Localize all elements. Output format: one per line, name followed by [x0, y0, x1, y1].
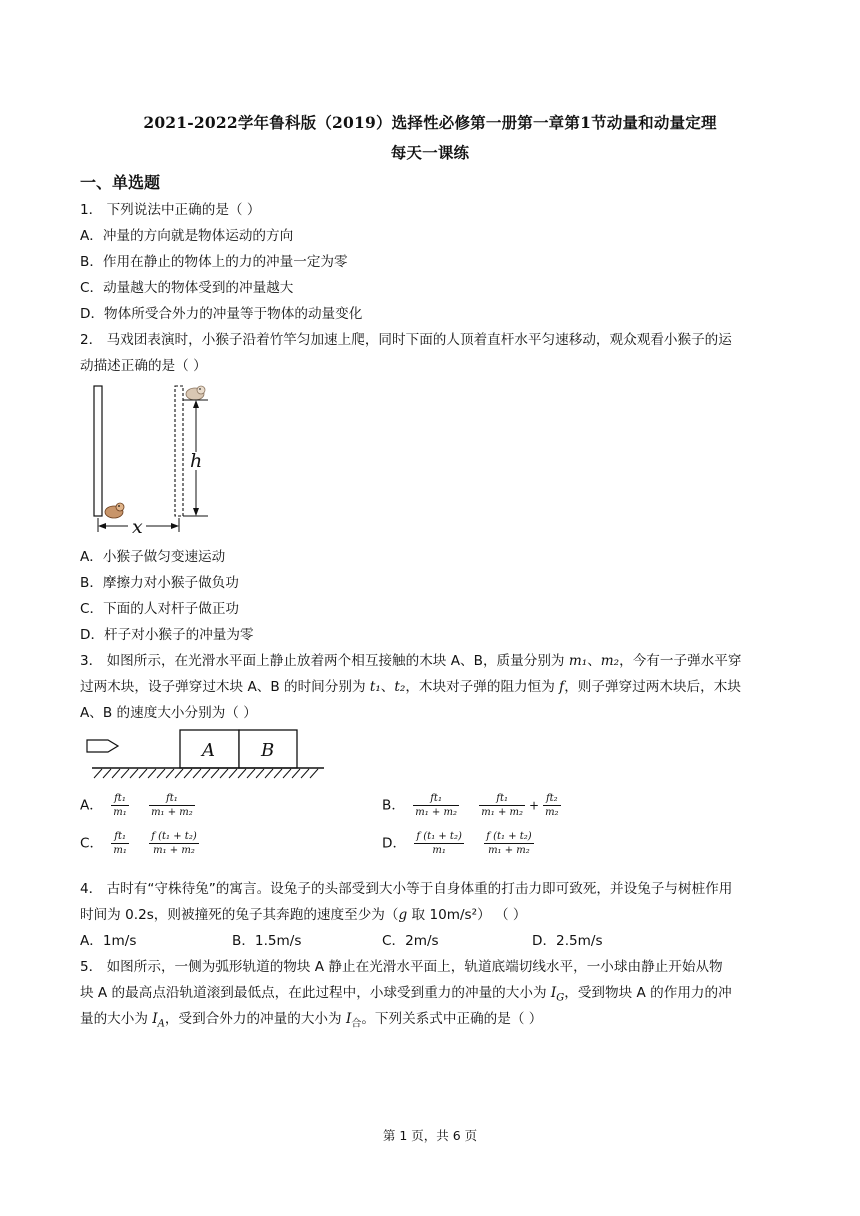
q1-option-b: B．作用在静止的物体上的力的冲量一定为零 [80, 254, 348, 270]
pole-start [94, 386, 102, 516]
blocks-figure [82, 726, 327, 782]
monkey-top-icon [186, 386, 205, 400]
q2-option-d: D．杆子对小猴子的冲量为零 [80, 627, 254, 643]
ground-hatching [94, 769, 318, 778]
fraction: $\frac{\text{ft₁}}{\text{m₁ + m₂}}$ [415, 793, 457, 818]
fraction: $\frac{\text{ft₁}}{\text{m₁}}$ [113, 831, 127, 856]
q1-option-c: C．动量越大的物体受到的冲量越大 [80, 280, 294, 296]
q2-stem-line2: 动描述正确的是（ ） [80, 358, 207, 374]
q1-option-d: D．物体所受合外力的冲量等于物体的动量变化 [80, 306, 363, 322]
q4-option-a: A．1m/s [80, 933, 137, 949]
q3-option-a: A． $\frac{\text{ft₁}}{\text{m₁}}$ $\frac{\text{ft₁}}{\text{m₁ + m₂}}$ [80, 793, 193, 818]
pole-end [175, 386, 183, 516]
q2-option-b: B．摩擦力对小猴子做负功 [80, 575, 239, 591]
q1-option-a: A．冲量的方向就是物体运动的方向 [80, 228, 294, 244]
fraction: $\frac{\text{ft₁}}{\text{m₁ + m₂}}$ [151, 793, 193, 818]
block-a-label: A [202, 740, 215, 761]
q4-stem-line2: 时间为 0.2s，则被撞死的兔子其奔跑的速度至少为（g 取 10m/s²） （ ） [80, 907, 527, 923]
q5-stem-line2: 块 A 的最高点沿轨道滚到最低点，在此过程中，小球受到重力的冲量的大小为 $I_G$，受到物块 A 的作用力的冲 [80, 985, 732, 1004]
q2-stem-line1: 2． 马戏团表演时，小猴子沿着竹竿匀加速上爬，同时下面的人顶着直杆水平匀速移动，观众观看小猴子的运 [80, 332, 732, 348]
fraction: $\frac{\text{ft₁}}{\text{m₁}}$ [113, 793, 127, 818]
q5-stem-line3: 量的大小为 $I_A$，受到合外力的冲量的大小为 $I_合$。下列关系式中正确的是（ ） [80, 1011, 543, 1030]
fraction: $\frac{\text{f (t₁ + t₂)}}{\text{m₁ + m₂}}$ [151, 831, 197, 856]
q4-option-c: C．2m/s [382, 933, 439, 949]
q3-option-c: C． $\frac{\text{ft₁}}{\text{m₁}}$ $\frac{\text{f (t₁ + t₂)}}{\text{m₁ + m₂}}$ [80, 831, 197, 856]
fraction: $\frac{\text{ft₂}}{\text{m₂}}$ [545, 793, 559, 818]
monkey-bottom-icon [105, 503, 124, 518]
fraction: $\frac{\text{f (t₁ + t₂)}}{\text{m₁ + m₂}}$ [486, 831, 532, 856]
page-number: 第 1 页，共 6 页 [382, 1128, 478, 1143]
q3-stem-line3: A、B 的速度大小分别为（ ） [80, 705, 257, 721]
q3-option-b: B． $\frac{\text{ft₁}}{\text{m₁ + m₂}}$ $\frac{\text{ft₁}}{\text{m₁ + m₂}}$ + $\frac{\text{ft₂}}{\text{m₂}}$ [382, 793, 559, 818]
q4-stem-line1: 4． 古时有“守株待兔”的寓言。设兔子的头部受到大小等于自身体重的打击力即可致死，并设兔子与树桩作用 [80, 881, 733, 897]
document-subtitle: 每天一课练 [390, 143, 470, 162]
document-title: 2021-2022学年鲁科版（2019）选择性必修第一册第一章第1节动量和动量定理 [143, 113, 717, 132]
fraction: $\frac{\text{ft₁}}{\text{m₁ + m₂}}$ [481, 793, 524, 818]
q4-option-b: B．1.5m/s [232, 933, 302, 949]
q3-stem-line2: 过两木块，设子弹穿过木块 A、B 的时间分别为 t₁、t₂，木块对子弹的阻力恒为 f，则子弹穿过两木块后，木块 [80, 679, 741, 695]
q2-option-a: A．小猴子做匀变速运动 [80, 549, 226, 565]
q5-stem-line1: 5． 如图所示，一侧为弧形轨道的物块 A 静止在光滑水平面上，轨道底端切线水平，一小球由静止开始从物 [80, 959, 723, 975]
block-b-label: B [261, 740, 275, 761]
q1-stem: 1． 下列说法中正确的是（ ） [80, 202, 261, 218]
q4-option-d: D．2.5m/s [532, 933, 603, 949]
height-label: h [190, 450, 203, 472]
q2-option-c: C．下面的人对杆子做正功 [80, 601, 240, 617]
q3-option-d: D． $\frac{\text{f (t₁ + t₂)}}{\text{m₁}}$ $\frac{\text{f (t₁ + t₂)}}{\text{m₁ + m₂}}$ [382, 831, 532, 856]
bullet-icon [87, 740, 118, 752]
section-heading: 一、单选题 [80, 173, 161, 192]
q3-stem-line1: 3． 如图所示，在光滑水平面上静止放着两个相互接触的木块 A、B，质量分别为 m₁、m₂，今有一子弹水平穿 [80, 653, 742, 669]
fraction: $\frac{\text{f (t₁ + t₂)}}{\text{m₁}}$ [416, 831, 462, 856]
monkey-pole-figure [80, 380, 230, 540]
distance-label: x [132, 516, 143, 538]
